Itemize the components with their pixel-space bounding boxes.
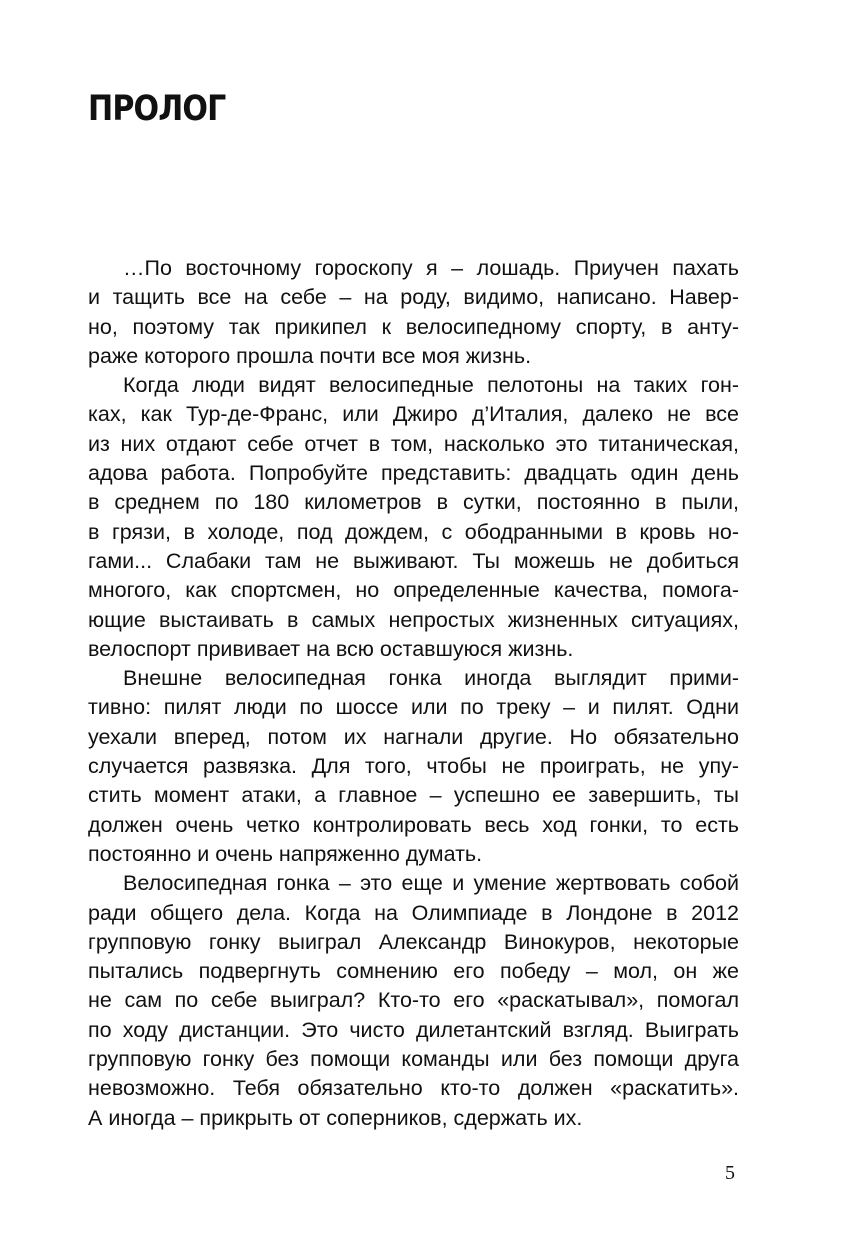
- text-line: не сам по себе выиграл? Кто-то его «раскатывал», помогал: [88, 988, 739, 1013]
- text-line: Когда люди видят велосипедные пелотоны на таких гон-: [123, 373, 739, 398]
- text-line: из них отдают себе отчет в том, насколько это титаническая,: [88, 431, 739, 456]
- text-line: ках, как Тур-де-Франс, или Джиро д’Италия, далеко не все: [88, 402, 739, 427]
- text-line: невозможно. Тебя обязательно кто-то должен «раскатить».: [88, 1076, 739, 1101]
- chapter-title: ПРОЛОГ: [88, 89, 226, 129]
- text-line: ради общего дела. Когда на Олимпиаде в Лондоне в 2012: [88, 900, 739, 925]
- text-line: ющие выстаивать в самых непростых жизненных ситуациях,: [88, 607, 739, 632]
- text-line: А иногда – прикрыть от соперников, сдержать их.: [88, 1105, 583, 1130]
- text-line: в грязи, в холоде, под дождем, с ободранными в кровь но-: [88, 519, 739, 544]
- paragraph: [88, 371, 739, 664]
- text-line: групповую гонку без помощи команды или без помощи друга: [88, 1047, 739, 1072]
- text-line: пытались подвергнуть сомнению его победу – мол, он же: [88, 959, 739, 984]
- paragraph: [88, 254, 739, 371]
- text-line: должен очень четко контролировать весь ход гонки, то есть: [88, 812, 739, 837]
- text-line: групповую гонку выиграл Александр Винокуров, некоторые: [88, 929, 739, 954]
- text-line: по ходу дистанции. Это чисто дилетантский взгляд. Выиграть: [88, 1017, 739, 1042]
- text-line: стить момент атаки, а главное – успешно ее завершить, ты: [88, 783, 739, 808]
- text-line: Велосипедная гонка – это еще и умение жертвовать собой: [123, 871, 739, 896]
- text-line: адова работа. Попробуйте представить: двадцать один день: [88, 461, 739, 486]
- paragraph: [88, 664, 739, 869]
- text-line: велоспорт прививает на всю оставшуюся жизнь.: [88, 636, 574, 661]
- text-line: случается развязка. Для того, чтобы не проиграть, не упу-: [88, 754, 739, 779]
- text-line: постоянно и очень напряженно думать.: [88, 841, 483, 866]
- text-line: …По восточному гороскопу я – лошадь. Приучен пахать: [123, 256, 739, 280]
- text-line: и тащить все на себе – на роду, видимо, написано. Навер-: [88, 285, 739, 310]
- text-line: в среднем по 180 километров в сутки, постоянно в пыли,: [88, 490, 739, 515]
- prologue-text: [88, 254, 739, 1133]
- text-line: уехали вперед, потом их нагнали другие. Но обязательно: [88, 724, 739, 749]
- text-line: раже которого прошла почти все моя жизнь.: [88, 343, 532, 368]
- paragraph: [88, 869, 739, 1133]
- text-line: но, поэтому так прикипел к велосипедному спорту, в анту-: [88, 314, 739, 339]
- text-line: многого, как спортсмен, но определенные качества, помога-: [88, 578, 739, 603]
- text-line: гами... Слабаки там не выживают. Ты можешь не добиться: [88, 548, 739, 573]
- text-line: Внешне велосипедная гонка иногда выглядит прими-: [123, 666, 739, 691]
- page-number: 5: [725, 1162, 735, 1184]
- text-line: тивно: пилят люди по шоссе или по треку – и пилят. Одни: [88, 695, 739, 720]
